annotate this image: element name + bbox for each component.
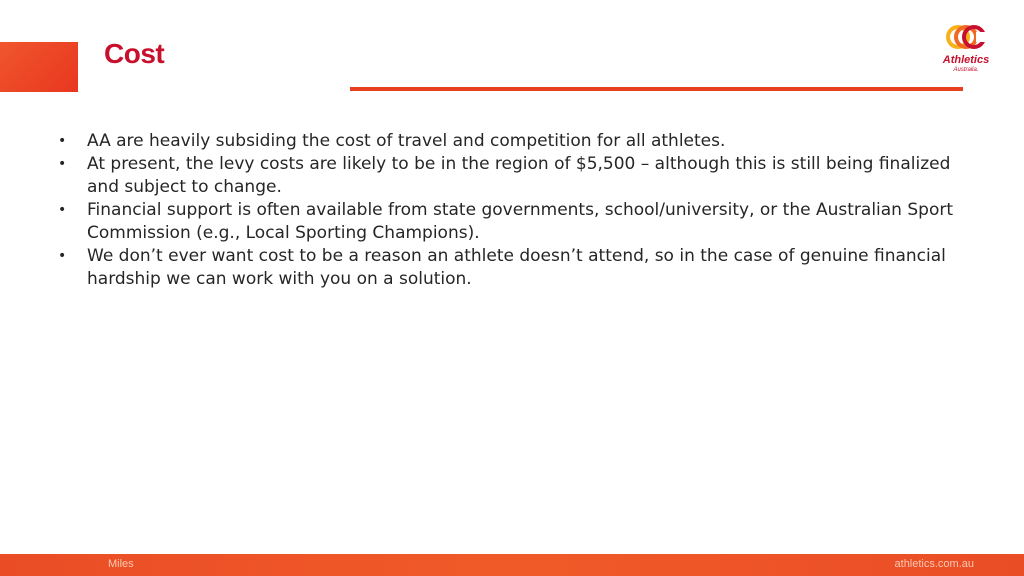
bullet-dot: •: [58, 156, 67, 172]
bullet-dot: •: [58, 202, 67, 218]
bullet-dot: •: [58, 248, 67, 264]
logo-rings-icon: [946, 20, 986, 54]
bullet-list: [58, 130, 978, 291]
bullet-dot: •: [58, 133, 67, 149]
footer-left-text: Miles: [108, 558, 134, 570]
title-accent-block: [0, 42, 78, 92]
footer-bar: [0, 554, 1024, 576]
logo-wordmark: Athletics: [942, 54, 990, 66]
bullet-item: [58, 199, 978, 245]
bullet-text: Financial support is often available from state governments, school/university, or the Australian Sport Commission (e.g., Local Sporting Champions).: [87, 200, 953, 243]
slide-title: Cost: [104, 38, 165, 69]
title-underline: [350, 87, 963, 91]
bullet-item: [58, 130, 978, 153]
bullet-item: [58, 245, 978, 291]
athletics-australia-logo: [936, 20, 996, 76]
bullet-item: [58, 153, 978, 199]
bullet-text: AA are heavily subsiding the cost of travel and competition for all athletes.: [87, 131, 726, 151]
bullet-text: At present, the levy costs are likely to be in the region of $5,500 – although this is still being finalized and subject to change.: [87, 154, 951, 197]
logo-subtitle: Australia.: [953, 67, 979, 73]
bullet-text: We don’t ever want cost to be a reason an athlete doesn’t attend, so in the case of genuine financial hardship we can work with you on a solution.: [87, 246, 946, 289]
footer-website: athletics.com.au: [894, 558, 974, 570]
